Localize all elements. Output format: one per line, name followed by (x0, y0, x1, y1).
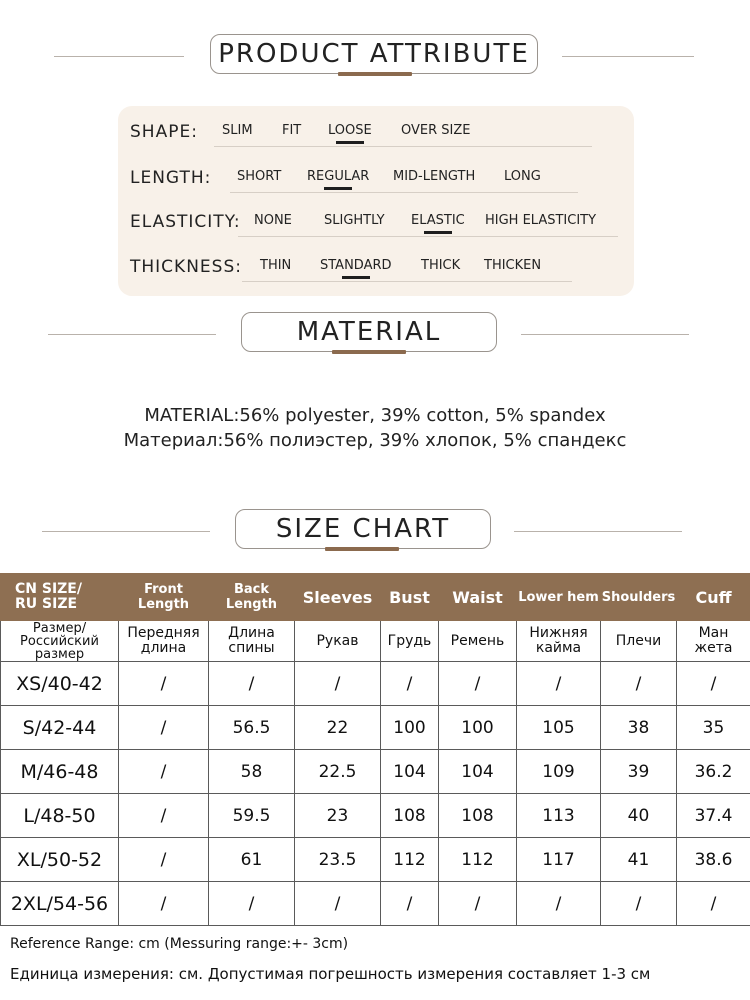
measurement-cell: / (119, 750, 209, 794)
measurement-cell: 22.5 (295, 750, 381, 794)
table-row (1, 882, 750, 926)
measurement-cell: / (439, 662, 517, 706)
header-cell-ru: Грудь (381, 621, 439, 662)
measurement-cell: 112 (439, 838, 517, 882)
size-label-cell: XS/40-42 (1, 662, 119, 706)
measurement-cell: / (439, 882, 517, 926)
divider-line (42, 531, 210, 532)
measurement-cell: 109 (517, 750, 601, 794)
attribute-option: FIT (282, 123, 302, 138)
measurement-cell: 23.5 (295, 838, 381, 882)
attribute-option-selected: ELASTIC (411, 213, 465, 228)
header-cell-ru: Нижняя кайма (517, 621, 601, 662)
divider-line (54, 56, 184, 57)
divider-line (514, 531, 682, 532)
measurement-cell: 38 (601, 706, 677, 750)
size-chart-table (0, 573, 750, 926)
measurement-cell: 100 (439, 706, 517, 750)
attribute-option-selected: REGULAR (307, 169, 370, 184)
measurement-cell: 108 (381, 794, 439, 838)
measurement-cell: 56.5 (209, 706, 295, 750)
measurement-cell: / (677, 882, 750, 926)
attribute-label: LENGTH: (130, 168, 212, 188)
size-label-cell: 2XL/54-56 (1, 882, 119, 926)
measurement-cell: 61 (209, 838, 295, 882)
header-cell-size-ru: Размер/ Российский размер (1, 621, 119, 662)
measurement-cell: 35 (677, 706, 750, 750)
table-header-en (1, 574, 750, 621)
row-underline (230, 192, 578, 193)
section-title: SIZE CHART (235, 509, 491, 549)
measurement-cell: 104 (381, 750, 439, 794)
measurement-cell: / (295, 882, 381, 926)
measurement-cell: 36.2 (677, 750, 750, 794)
header-cell-ru: Передняя длина (119, 621, 209, 662)
attribute-row-elasticity (118, 200, 634, 240)
measurement-cell: 23 (295, 794, 381, 838)
measurement-cell: 40 (601, 794, 677, 838)
attribute-row-length (118, 156, 634, 196)
measurement-cell: / (381, 662, 439, 706)
table-row (1, 838, 750, 882)
attribute-panel (118, 106, 634, 296)
header-cell: Bust (381, 574, 439, 621)
attribute-row-shape (118, 110, 634, 150)
size-label-cell: M/46-48 (1, 750, 119, 794)
measurement-cell: 105 (517, 706, 601, 750)
attribute-label: ELASTICITY: (130, 212, 241, 232)
title-accent-bar (338, 72, 412, 76)
measurement-cell: 59.5 (209, 794, 295, 838)
attribute-label: THICKNESS: (130, 257, 242, 277)
row-underline (242, 281, 572, 282)
attribute-label: SHAPE: (130, 122, 198, 142)
measurement-cell: 39 (601, 750, 677, 794)
measurement-cell: / (119, 882, 209, 926)
attribute-option: OVER SIZE (401, 123, 471, 138)
row-underline (238, 236, 618, 237)
attribute-option: LONG (504, 169, 541, 184)
attribute-option: HIGH ELASTICITY (485, 213, 597, 228)
header-cell-size: CN SIZE/ RU SIZE (1, 574, 119, 621)
measurement-cell: / (601, 662, 677, 706)
measurement-cell: 41 (601, 838, 677, 882)
measurement-cell: 108 (439, 794, 517, 838)
measurement-cell: 112 (381, 838, 439, 882)
measurement-cell: 38.6 (677, 838, 750, 882)
header-cell: Waist (439, 574, 517, 621)
measurement-cell: 104 (439, 750, 517, 794)
attribute-option: THICK (421, 258, 461, 273)
header-cell-ru: Ремень (439, 621, 517, 662)
header-cell-ru: Плечи (601, 621, 677, 662)
header-cell: Cuff (677, 574, 750, 621)
measurement-cell: 100 (381, 706, 439, 750)
header-cell: Back Length (209, 574, 295, 621)
measurement-cell: / (517, 882, 601, 926)
table-row (1, 750, 750, 794)
section-title: PRODUCT ATTRIBUTE (210, 34, 538, 74)
header-cell-ru: Ман жета (677, 621, 750, 662)
divider-line (521, 334, 689, 335)
size-label-cell: L/48-50 (1, 794, 119, 838)
attribute-option: THICKEN (484, 258, 542, 273)
attribute-option: THIN (260, 258, 292, 273)
measurement-cell: 117 (517, 838, 601, 882)
measurement-cell: / (119, 706, 209, 750)
measurement-cell: / (209, 662, 295, 706)
header-cell: Front Length (119, 574, 209, 621)
material-heading (0, 310, 750, 360)
product-attribute-heading (0, 32, 750, 82)
header-cell-ru: Рукав (295, 621, 381, 662)
row-underline (214, 146, 592, 147)
measurement-cell: / (517, 662, 601, 706)
table-row (1, 662, 750, 706)
table-header-ru (1, 621, 750, 662)
divider-line (48, 334, 216, 335)
measurement-cell: 58 (209, 750, 295, 794)
attribute-option: NONE (254, 213, 292, 228)
measurement-cell: / (119, 794, 209, 838)
title-accent-bar (332, 350, 406, 354)
attribute-option: SHORT (237, 169, 282, 184)
measurement-cell: / (119, 662, 209, 706)
measurement-cell: / (381, 882, 439, 926)
attribute-option-selected: STANDARD (320, 258, 392, 273)
title-accent-bar (325, 547, 399, 551)
divider-line (562, 56, 694, 57)
section-title: MATERIAL (241, 312, 497, 352)
table-row (1, 794, 750, 838)
header-cell: Lower hem (517, 574, 601, 621)
measurement-cell: / (209, 882, 295, 926)
header-cell-ru: Длина спины (209, 621, 295, 662)
size-chart-heading (0, 507, 750, 557)
measurement-cell: / (119, 838, 209, 882)
attribute-option-selected: LOOSE (328, 123, 372, 138)
header-cell: Shoulders (601, 574, 677, 621)
header-cell: Sleeves (295, 574, 381, 621)
size-label-cell: XL/50-52 (1, 838, 119, 882)
attribute-option: MID-LENGTH (393, 169, 476, 184)
attribute-option: SLIM (222, 123, 253, 138)
attribute-option: SLIGHTLY (324, 213, 385, 228)
measurement-cell: / (295, 662, 381, 706)
size-label-cell: S/42-44 (1, 706, 119, 750)
attribute-row-thickness (118, 245, 634, 285)
measurement-cell: / (601, 882, 677, 926)
reference-range-ru: Единица измерения: см. Допустимая погрешность измерения составляет 1-3 см (10, 965, 651, 983)
measurement-cell: 22 (295, 706, 381, 750)
reference-range-en: Reference Range: cm (Messuring range:+- 3cm) (10, 936, 349, 952)
measurement-cell: 113 (517, 794, 601, 838)
material-text-en: MATERIAL:56% polyester, 39% cotton, 5% spandex (144, 405, 606, 426)
measurement-cell: 37.4 (677, 794, 750, 838)
material-text-ru: Материал:56% полиэстер, 39% хлопок, 5% спандекс (123, 430, 627, 451)
table-row (1, 706, 750, 750)
measurement-cell: / (677, 662, 750, 706)
